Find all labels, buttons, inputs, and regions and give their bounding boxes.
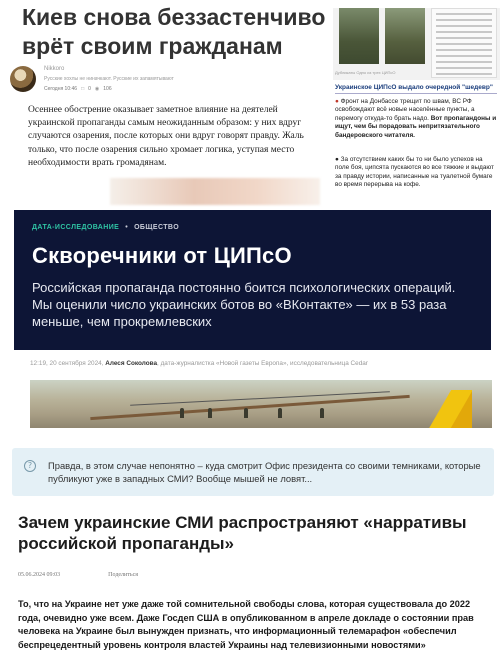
tag-data-research[interactable]: ДАТА-ИССЛЕДОВАНИЕ (32, 224, 120, 231)
banner-lead: Российская пропаганда постоянно боится психологических операций. Мы оценили число украинских ботов во «ВКонтакте» — их в 53 раза меньше, чем прокремлевских (32, 280, 456, 329)
post-body-plain: Фронт на Донбассе трещит по швам, ВС РФ освобождают всё новые населённые пункты, а перемогу откуда-то брать надо. (335, 98, 475, 122)
tag-separator: • (125, 224, 129, 231)
article-2-date: 05.06.2024 09:03 (18, 572, 61, 578)
yellow-object (422, 390, 472, 428)
article-screenshot-2 (18, 512, 488, 670)
author-subtitle: Русские хохлы не ниначкают. Русские их запамятывают (44, 76, 174, 82)
share-link[interactable]: Поделиться (108, 572, 139, 578)
article-date: Сегодня 10:46 (44, 86, 78, 92)
bomb-icon: ● (335, 98, 339, 105)
figure (244, 408, 248, 418)
banner-tags (32, 224, 473, 231)
article-2-title[interactable]: Зачем украинские СМИ распространяют «нарративы российской пропаганды» (18, 513, 467, 553)
article-2-meta (18, 572, 488, 578)
article-meta (10, 66, 310, 96)
view-count: 106 (103, 86, 112, 92)
article-date-row (44, 86, 112, 92)
figure (278, 408, 282, 418)
figure (208, 408, 212, 418)
comment-icon: □ (81, 86, 85, 92)
blurred-image (110, 178, 320, 205)
telegram-post (333, 0, 500, 205)
banner-title: Скворечники от ЦИПсО (32, 243, 292, 268)
post-heading: Украинское ЦИПсО выдало очередной "шедевр" (335, 84, 497, 94)
author-name[interactable]: Nikkoro (44, 66, 65, 72)
research-banner (14, 210, 491, 350)
post-body-2-text: За отсутствием каких бы то ни было успехов на поле боя, ципсята пускаются во все тяжкие и выдают за правду истории, написанные на туалетной бумаге во время перерыва на кофе. (335, 156, 494, 189)
image-caption: Дубликаты Одно из трех ЦИПсО (335, 70, 396, 75)
article-title[interactable]: Киев снова беззастенчиво врёт своим гражданам (22, 4, 326, 59)
avatar[interactable] (10, 66, 36, 92)
article-2-body: То, что на Украине нет уже даже той сомнительной свободы слова, которая существовала до 2022 года, очевидно уже всем. Даже Госдеп США в опубликованном в апреле докладе о состоянии прав человека на Украине был вынужден признать, что информационный телемарафон «обеспечил беспрецедентный уровень контроля властей Украины над телевизионными новостями» (18, 599, 474, 650)
field-photo (30, 380, 492, 428)
byline (30, 360, 492, 367)
soldier-photo (385, 8, 425, 64)
bomb-icon: ● (335, 156, 339, 163)
soldier-photo (339, 8, 379, 64)
figure (180, 408, 184, 418)
post-body-bold: Вот пропагандоны и ищут, чем бы порадовать непритязательного бандеровского читателя. (335, 114, 497, 139)
question-icon: ? (24, 460, 36, 472)
post-body (335, 98, 497, 140)
document-image (431, 8, 497, 78)
tag-society[interactable]: ОБЩЕСТВО (134, 224, 180, 231)
eye-icon: ◉ (94, 86, 100, 92)
article-screenshot-1 (0, 0, 500, 205)
article-main (22, 0, 328, 61)
callout-box (12, 448, 494, 496)
comment-count[interactable]: 0 (88, 86, 91, 92)
post-image-collage[interactable] (333, 8, 500, 80)
post-body-2 (335, 156, 497, 190)
byline-time: 12:19, 20 сентября 2024, (30, 360, 104, 367)
byline-section (30, 360, 492, 430)
figure (320, 408, 324, 418)
byline-author[interactable]: Алеся Соколова (105, 360, 158, 367)
article-body: Осеннее обострение оказывает заметное влияние на деятелей украинской пропаганды самым неожиданным образом: у них вдруг случаются озарения, после которых они вдруг говорят правду. Жаль только, что после озарения сильно хромает логика, уступая место необходимости врать громадянам. (28, 105, 304, 168)
callout-text: Правда, в этом случае непонятно – куда смотрит Офис президента со своими темниками, которые публикуют уже в западных СМИ? Вообще мышей не ловят... (48, 460, 481, 484)
byline-role: , дата-журналистка «Новой газеты Европа», исследовательница Cedar (157, 360, 368, 367)
